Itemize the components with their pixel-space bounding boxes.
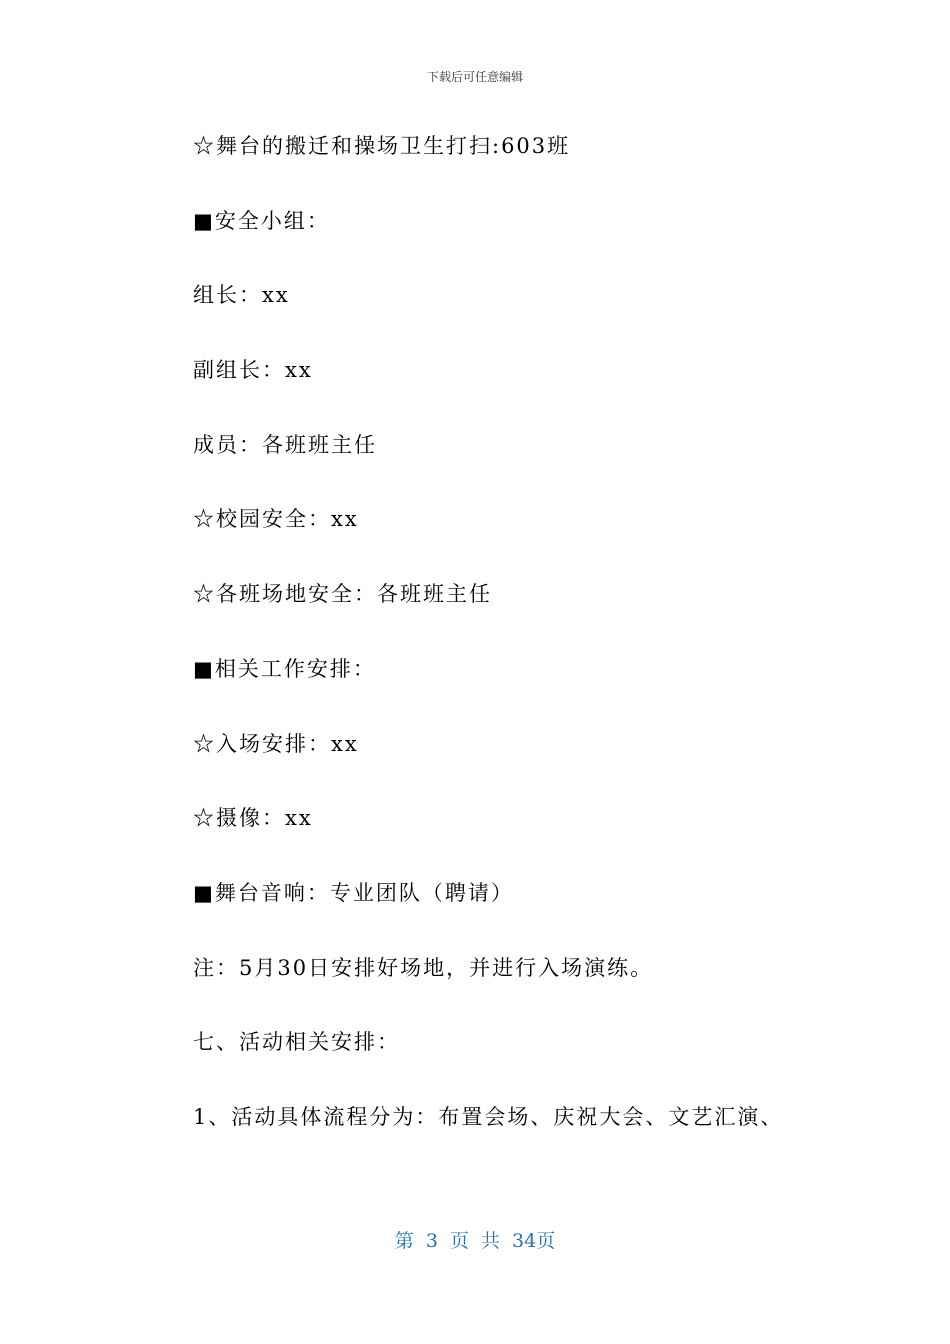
text-line: ☆校园安全：xx <box>193 507 359 532</box>
text-line: 1、活动具体流程分为：布置会场、庆祝大会、文艺汇演、 <box>193 1104 784 1129</box>
text-line: ☆摄像：xx <box>193 806 313 831</box>
text-line: ■舞台音响：专业团队（聘请） <box>193 880 514 905</box>
body-text <box>193 128 833 1174</box>
text-line: 七、活动相关安排： <box>193 1030 400 1055</box>
page-number-footer: 第 3 页 共 34页 <box>394 1230 556 1252</box>
text-line: ■安全小组： <box>193 208 330 233</box>
text-line: 注：5月30日安排好场地，并进行入场演练。 <box>193 955 654 980</box>
header-note: 下载后可任意编辑 <box>426 70 523 84</box>
text-line: ■相关工作安排： <box>193 656 376 681</box>
text-line: ☆各班场地安全：各班班主任 <box>193 582 492 607</box>
text-line: ☆入场安排：xx <box>193 731 359 756</box>
text-line: ☆舞台的搬迁和操场卫生打扫:603班 <box>193 134 571 158</box>
text-line: 副组长：xx <box>193 358 313 383</box>
text-line: 组长：xx <box>193 283 290 308</box>
text-line: 成员：各班班主任 <box>193 432 377 457</box>
